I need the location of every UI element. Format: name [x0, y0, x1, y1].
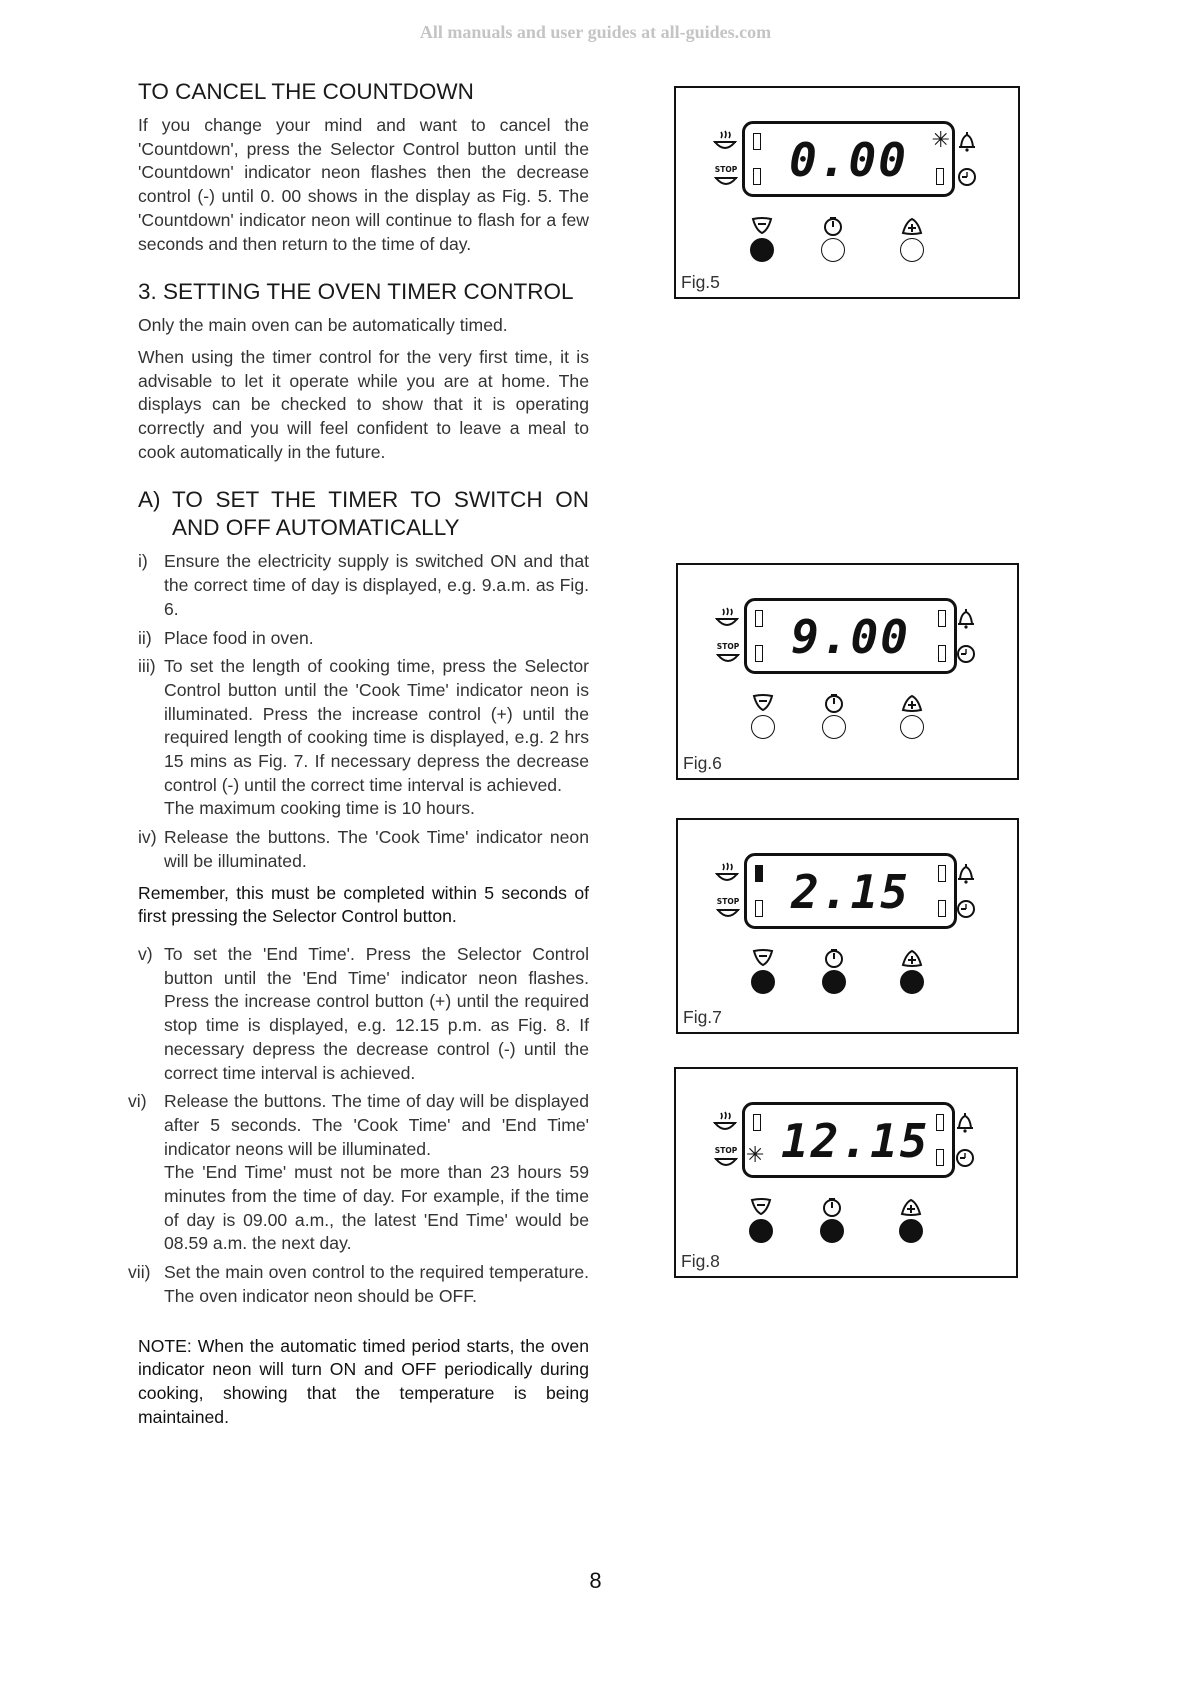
bell-icon — [955, 607, 977, 636]
end-time-neon — [753, 168, 761, 185]
cook-time-neon — [755, 865, 763, 882]
section3-p1: Only the main oven can be automatically timed. — [138, 315, 508, 336]
item-number: v) — [138, 943, 153, 964]
item-number: iv) — [138, 827, 157, 848]
increase-button[interactable] — [900, 970, 924, 994]
list-item — [128, 1261, 589, 1308]
item-number: iii) — [138, 656, 156, 677]
clock-icon — [955, 898, 977, 925]
increase-button[interactable] — [900, 715, 924, 739]
bell-icon — [955, 862, 977, 891]
end-time-stop-icon — [714, 896, 742, 929]
clock-icon — [955, 643, 977, 670]
item-text: To set the 'End Time'. Press the Selector Control button until the 'End Time' indicator neon flashes. Press the increase control button (+) until the required stop time is displayed, e.g. 12.15 p.m. as Fig. 8. If necessary depress the decrease control (-) until the correct time interval is achieved. — [164, 943, 589, 1083]
list-item — [128, 1090, 589, 1256]
countdown-neon-flash-icon: ✳ — [931, 127, 950, 152]
figure-8 — [674, 1067, 1018, 1278]
selector-button[interactable] — [822, 715, 846, 739]
end-time-stop-icon — [712, 1145, 740, 1178]
item-extra-text: The maximum cooking time is 10 hours. — [164, 798, 475, 819]
cook-time-neon — [753, 133, 761, 150]
decrease-button[interactable] — [751, 970, 775, 994]
item-body — [164, 655, 589, 821]
item-text: Ensure the electricity supply is switched ON and that the correct time of day is displayed, e.g. 9.a.m. as Fig. 6. — [164, 551, 589, 619]
item-text: Release the buttons. The 'Cook Time' indicator neon will be illuminated. — [164, 827, 589, 871]
item-text: Release the buttons. The time of day will be displayed after 5 seconds. The 'Cook Time' and 'End Time' indicator neons will be illuminated. — [164, 1091, 589, 1159]
sectionA-heading-text — [172, 486, 589, 542]
item-body — [164, 1090, 589, 1256]
selector-button[interactable] — [822, 970, 846, 994]
item-number: i) — [138, 551, 148, 572]
watermark: All manuals and user guides at all-guides.com — [419, 22, 772, 42]
sectionA-heading — [138, 486, 589, 542]
item-number: vii) — [128, 1262, 151, 1283]
oven-neon — [938, 645, 946, 662]
svg-text:STOP: STOP — [716, 642, 740, 651]
main-text-column — [128, 78, 589, 1443]
end-time-neon — [755, 645, 763, 662]
cook-time-neon — [753, 1114, 761, 1131]
clock-icon — [956, 166, 978, 193]
timer-display — [744, 853, 957, 929]
item-number: ii) — [138, 627, 152, 648]
decrease-button[interactable] — [750, 238, 774, 262]
cancel-body: If you change your mind and want to cancel the 'Countdown', press the Selector Control button until the 'Countdown' indicator neon flashes then the decrease control (-) until 0. 00 shows in the display as Fig. 5. The 'Countdown' indicator neon will continue to flash for a few seconds and then return to the time of day. — [138, 115, 589, 254]
countdown-neon — [938, 610, 946, 627]
display-digits: 12.15 — [781, 1114, 930, 1168]
cook-time-icon — [714, 605, 740, 636]
item-text: To set the length of cooking time, press the Selector Control button until the 'Cook Time' indicator neon is illuminated. Press the increase control (+) until the required length of cooking time is displayed, e.g. 2 hrs 15 mins as Fig. 7. If necessary depress the decrease control (-) until the correct time interval is achieved. — [164, 656, 589, 795]
decrease-button[interactable] — [749, 1219, 773, 1243]
display-digits: 9.00 — [791, 610, 910, 664]
figure-7 — [676, 818, 1019, 1034]
sectionA-heading-line2: AND OFF AUTOMATICALLY — [172, 515, 460, 541]
end-time-stop-icon — [714, 641, 742, 674]
note-paragraph: NOTE: When the automatic timed period starts, the oven indicator neon will turn ON and OFF periodically during cooking, showing that the temperature is being maintained. — [138, 1335, 589, 1427]
section3-p2: When using the timer control for the very first time, it is advisable to let it operate while you are at home. The displays can be checked to show that it is operating correctly and you will feel confident to leave a meal to cook automatically in the future. — [138, 346, 589, 462]
cook-time-icon — [712, 1109, 738, 1140]
sectionA-heading-line1: TO SET THE TIMER TO SWITCH ON — [172, 487, 589, 513]
cook-time-neon — [755, 610, 763, 627]
timer-display — [742, 121, 955, 197]
selector-button[interactable] — [820, 1219, 844, 1243]
section3-heading: 3. SETTING THE OVEN TIMER CONTROL — [138, 279, 574, 305]
decrease-button[interactable] — [751, 715, 775, 739]
figure-caption: Fig.5 — [681, 272, 720, 292]
svg-text:STOP: STOP — [714, 1146, 738, 1155]
end-time-stop-icon — [712, 164, 740, 197]
timer-display — [742, 1102, 955, 1178]
list-item — [138, 550, 589, 621]
clock-icon — [954, 1147, 976, 1174]
oven-neon — [938, 900, 946, 917]
item-text: Place food in oven. — [164, 627, 314, 648]
svg-text:STOP: STOP — [716, 897, 740, 906]
display-digits: 0.00 — [789, 133, 908, 187]
increase-button[interactable] — [899, 1219, 923, 1243]
item-extra-text: The 'End Time' must not be more than 23 hours 59 minutes from the time of day. For example, if the time of day is 09.00 a.m., the latest 'End Time' would be 08.59 a.m. the next day. — [164, 1162, 589, 1254]
remember-note: Remember, this must be completed within 5 seconds of first pressing the Selector Control button. — [138, 882, 589, 927]
sectionA-label: A) — [138, 487, 161, 513]
timer-display — [744, 598, 957, 674]
cancel-heading: TO CANCEL THE COUNTDOWN — [138, 79, 474, 104]
item-number: vi) — [128, 1091, 147, 1112]
end-time-neon-flash-icon: ✳ — [746, 1142, 765, 1167]
list-item — [138, 627, 589, 651]
figure-6 — [676, 563, 1019, 780]
svg-text:STOP: STOP — [714, 165, 738, 174]
figure-5 — [674, 86, 1020, 299]
list-item — [138, 655, 589, 821]
countdown-neon — [938, 865, 946, 882]
bell-icon — [954, 1111, 976, 1140]
oven-neon — [936, 1149, 944, 1166]
list-item — [138, 943, 589, 1085]
item-text: Set the main oven control to the required temperature. The oven indicator neon should be OFF. — [164, 1262, 589, 1306]
figure-caption: Fig.7 — [683, 1007, 722, 1027]
cook-time-icon — [712, 128, 738, 159]
cook-time-icon — [714, 860, 740, 891]
figure-caption: Fig.8 — [681, 1251, 720, 1271]
display-digits: 2.15 — [791, 865, 910, 919]
end-time-neon — [755, 900, 763, 917]
increase-button[interactable] — [900, 238, 924, 262]
page-number: 8 — [589, 1568, 602, 1593]
list-item — [138, 826, 589, 873]
figure-caption: Fig.6 — [683, 753, 722, 773]
countdown-neon — [936, 1114, 944, 1131]
selector-button[interactable] — [821, 238, 845, 262]
bell-icon — [956, 130, 978, 159]
oven-neon — [936, 168, 944, 185]
